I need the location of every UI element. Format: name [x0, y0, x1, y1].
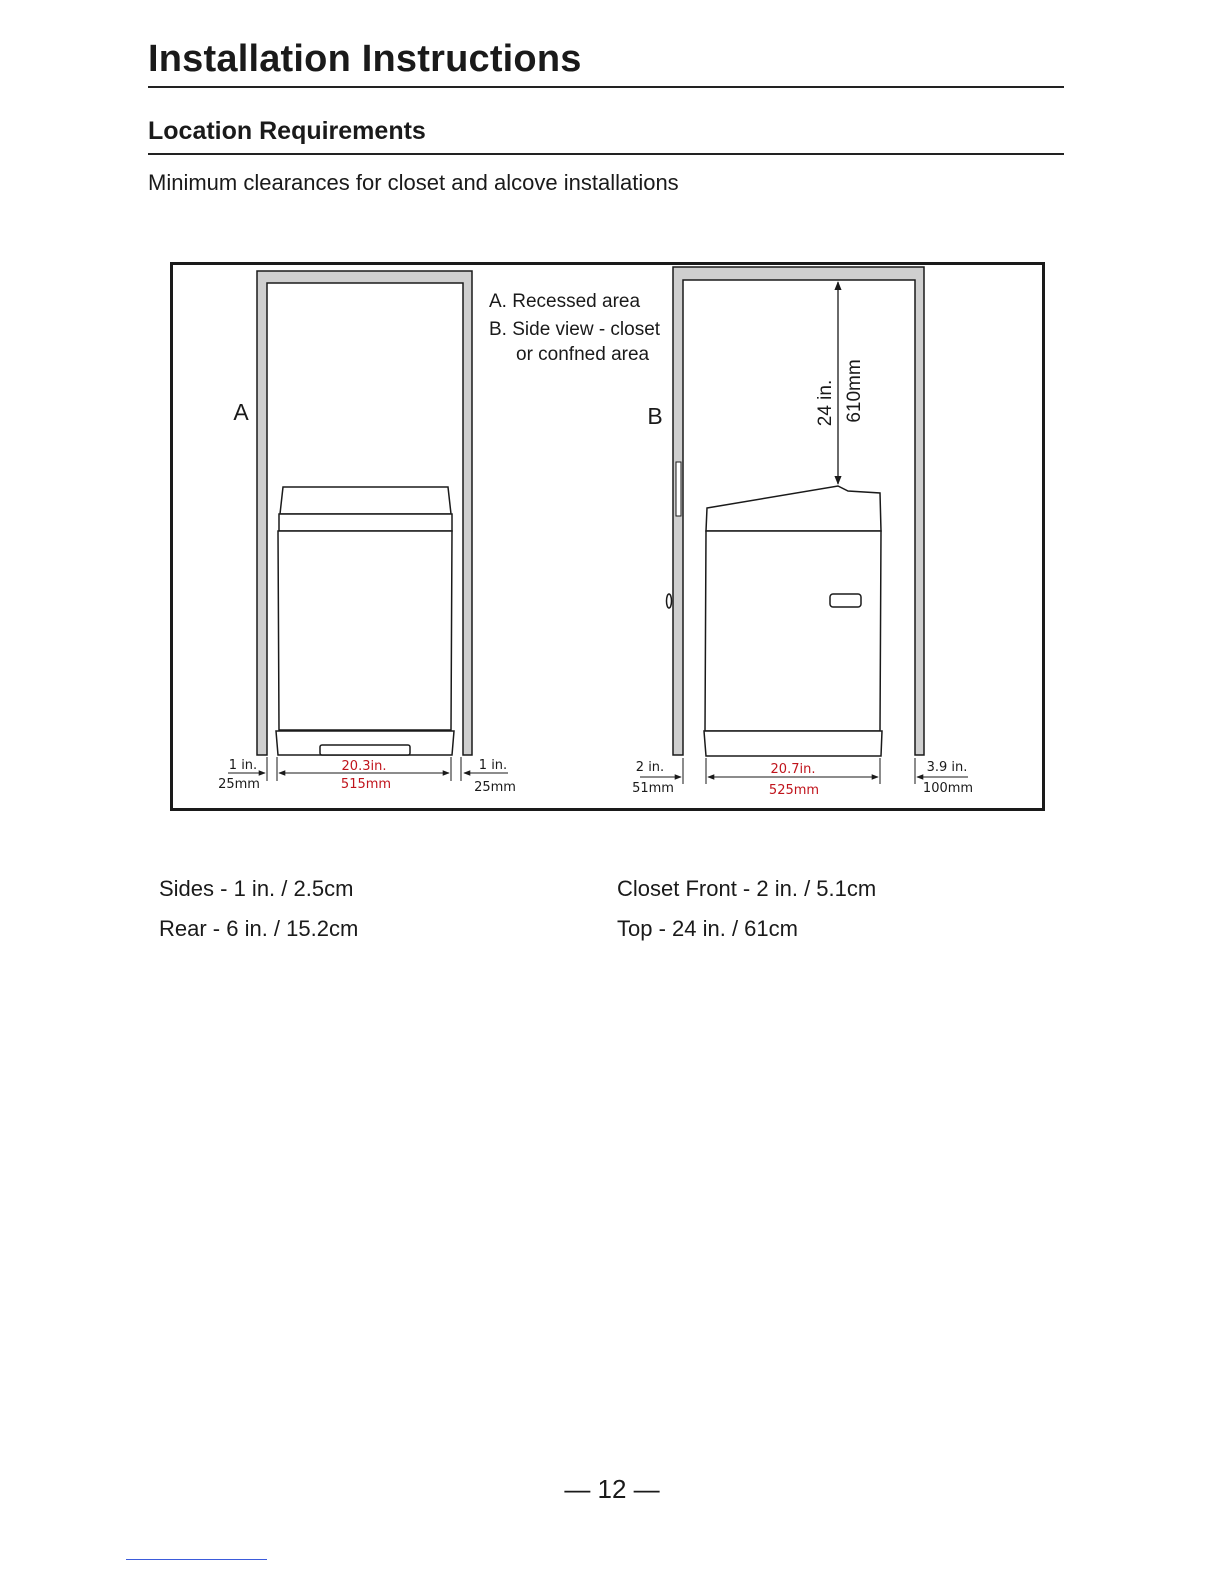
- dim-b-depth-mm: 525mm: [768, 783, 820, 798]
- page-number: — 12 —: [564, 1474, 660, 1504]
- legend-line-2: B. Side view - closet: [489, 319, 661, 340]
- footer-line: [126, 1559, 267, 1560]
- legend-line-3: or confned area: [516, 344, 650, 365]
- dim-a-left-in: 1 in.: [228, 758, 258, 773]
- dim-a-width-in: 20.3in.: [341, 759, 387, 774]
- dim-b-rear-in: 3.9 in.: [926, 760, 968, 775]
- dim-b-depth-in: 20.7in.: [770, 762, 816, 777]
- dim-b-rear-mm: 100mm: [922, 781, 974, 796]
- dim-a-left-mm: 25mm: [218, 777, 260, 792]
- dim-a-right-mm: 25mm: [474, 780, 516, 795]
- dim-a-width-mm: 515mm: [340, 777, 392, 792]
- clearance-sides: Sides - 1 in. / 2.5cm: [159, 876, 354, 901]
- label-a: A: [233, 399, 249, 425]
- dim-a-right-in: 1 in.: [478, 758, 508, 773]
- page-title: Installation Instructions: [148, 38, 582, 80]
- label-b: B: [647, 403, 663, 429]
- legend-line-1: A. Recessed area: [489, 291, 641, 312]
- dim-b-front-mm: 51mm: [632, 781, 674, 796]
- washer-front-view: [276, 487, 454, 755]
- washer-side-view: [704, 486, 882, 756]
- section-heading: Location Requirements: [148, 117, 426, 145]
- intro-text: Minimum clearances for closet and alcove installations: [148, 170, 679, 195]
- top-clearance-in: 24 in.: [815, 379, 836, 427]
- clearance-top: Top - 24 in. / 61cm: [617, 916, 798, 941]
- clearance-closet-front: Closet Front - 2 in. / 5.1cm: [617, 876, 877, 901]
- dim-b-front-in: 2 in.: [635, 760, 665, 775]
- top-clearance-mm: 610mm: [844, 359, 865, 423]
- clearance-rear: Rear - 6 in. / 15.2cm: [159, 916, 359, 941]
